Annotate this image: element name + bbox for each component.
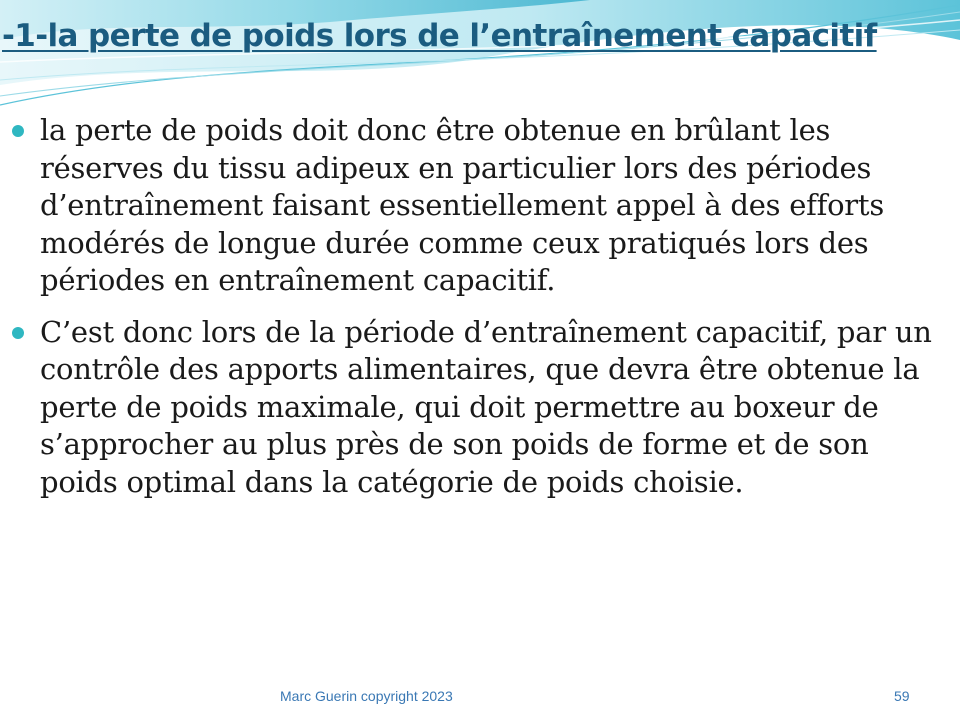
page-number: 59 [894,688,910,704]
bullet-text: C’est donc lors de la période d’entraînement capacitif, par un contrôle des apports alimentaires, que devra être obtenue la perte de poids maximale, qui doit permettre au boxeur de s’approcher au plus près de son poids de forme et de son poids optimal dans la catégorie de poids choisie. [40,314,932,499]
bullet-list [10,112,945,515]
bullet-item [10,314,945,502]
bullet-dot-icon [12,125,24,137]
bullet-dot-icon [12,327,24,339]
slide-title: -1-la perte de poids lors de l’entraînement capacitif [2,18,877,54]
bullet-text: la perte de poids doit donc être obtenue en brûlant les réserves du tissu adipeux en particulier lors des périodes d’entraînement faisant essentiellement appel à des efforts modérés de longue durée comme ceux pratiqués lors des périodes en entraînement capacitif. [40,113,884,297]
bullet-item [10,112,945,300]
footer-credit: Marc Guerin copyright 2023 [280,688,453,704]
